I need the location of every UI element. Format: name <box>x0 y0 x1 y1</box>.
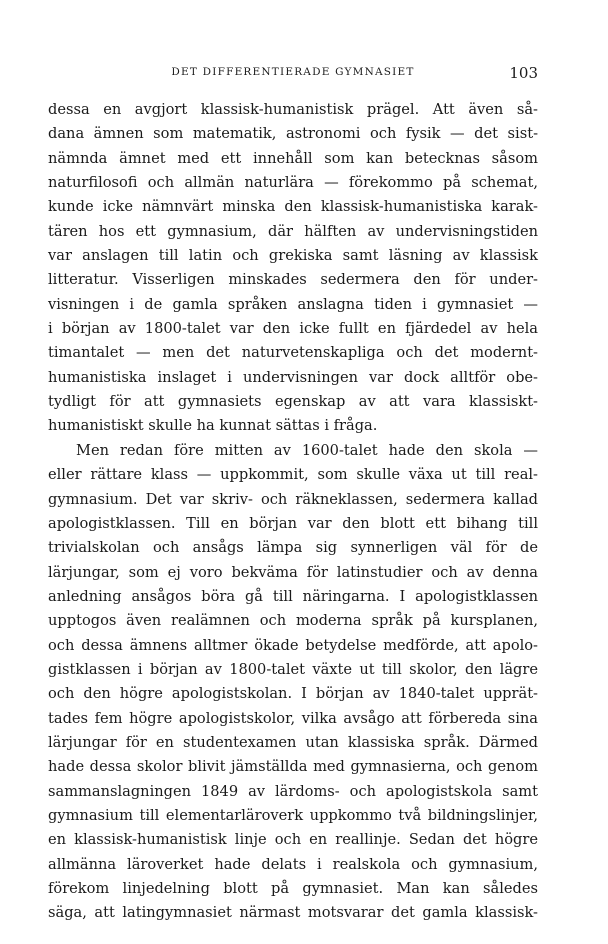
text-line: humanistiska inslaget i undervisningen var dock alltför obe- <box>48 368 538 386</box>
text-line: Men redan före mitten av 1600-talet hade den skola — <box>76 441 538 459</box>
text-line: och den högre apologistskolan. I början av 1840-talet upprät- <box>48 685 538 703</box>
text-line: apologistklassen. Till en början var den blott ett bihang till <box>48 514 538 532</box>
running-head <box>48 64 538 84</box>
paragraph-2 <box>48 439 538 926</box>
text-line: gymnasium. Det var skriv- och räkneklassen, sedermera kallad <box>48 490 538 508</box>
text-line: timantalet — men det naturvetenskapliga och det modernt- <box>48 344 538 362</box>
text-line: sammanslagningen 1849 av lärdoms- och apologistskola samt <box>48 782 538 800</box>
text-line: litteratur. Visserligen minskades sedermera den för under- <box>48 271 538 289</box>
text-line: lärjungar för en studentexamen utan klassiska språk. Därmed <box>48 733 538 751</box>
text-line: hade dessa skolor blivit jämställda med gymnasierna, och genom <box>48 758 538 776</box>
text-line: gymnasium till elementarläroverk uppkommo två bildningslinjer, <box>48 806 538 824</box>
text-line: tades fem högre apologistskolor, vilka avsågo att förbereda sina <box>48 709 538 727</box>
text-line: dessa en avgjort klassisk-humanistisk prägel. Att även så- <box>48 101 538 118</box>
text-line: lärjungar, som ej voro bekväma för latinstudier och av denna <box>48 563 538 581</box>
text-line: nämnda ämnet med ett innehåll som kan betecknas såsom <box>48 149 538 167</box>
text-line: anledning ansågos böra gå till näringarna. I apologistklassen <box>48 587 538 605</box>
text-line: eller rättare klass — uppkommit, som skulle växa ut till real- <box>48 466 538 484</box>
text-line: gistklassen i början av 1800-talet växte ut till skolor, den lägre <box>48 660 538 678</box>
text-line: en klassisk-humanistisk linje och en reallinje. Sedan det högre <box>48 831 538 849</box>
text-line: tären hos ett gymnasium, där hälften av undervisningstiden <box>48 222 538 240</box>
text-line: dana ämnen som matematik, astronomi och fysik — det sist- <box>48 125 538 143</box>
text-line: tydligt för att gymnasiets egenskap av att vara klassiskt- <box>48 393 538 411</box>
page-number: 103 <box>509 64 538 82</box>
paragraph-1 <box>48 98 538 439</box>
body-text <box>48 98 538 926</box>
text-line: kunde icke nämnvärt minska den klassisk-humanistiska karak- <box>48 198 538 216</box>
text-line: humanistiskt skulle ha kunnat sättas i fråga. <box>48 417 378 435</box>
text-line: säga, att latingymnasiet närmast motsvarar det gamla klassisk- <box>48 904 538 922</box>
running-title: DET DIFFERENTIERADE GYMNASIET <box>171 66 415 78</box>
text-line: naturfilosofi och allmän naturlära — förekommo på schemat, <box>48 174 538 192</box>
text-line: i början av 1800-talet var den icke fullt en fjärdedel av hela <box>48 320 538 338</box>
text-line: trivialskolan och ansågs lämpa sig synnerligen väl för de <box>48 539 538 557</box>
text-line: visningen i de gamla språken anslagna tiden i gymnasiet — <box>48 295 538 313</box>
text-line: förekom linjedelning blott på gymnasiet. Man kan således <box>48 880 538 897</box>
text-line: allmänna läroverket hade delats i realskola och gymnasium, <box>48 855 538 873</box>
text-line: upptogos även realämnen och moderna språk på kursplanen, <box>48 612 538 630</box>
text-line: var anslagen till latin och grekiska samt läsning av klassisk <box>48 247 538 265</box>
text-line: och dessa ämnens alltmer ökade betydelse medförde, att apolo- <box>48 636 538 654</box>
